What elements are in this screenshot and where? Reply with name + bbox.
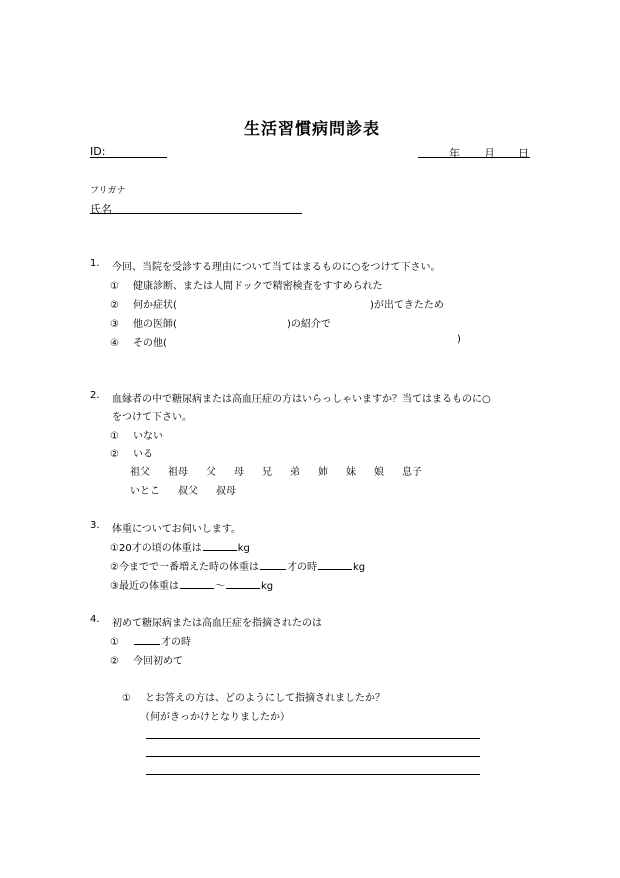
q3-line-2 bbox=[110, 558, 365, 573]
q4-option-1[interactable] bbox=[110, 633, 191, 648]
option-mark: ② bbox=[110, 656, 119, 667]
relative-option[interactable]: いとこ bbox=[130, 486, 160, 497]
year-label: 年 bbox=[449, 147, 460, 160]
answer-line-1[interactable] bbox=[146, 738, 480, 739]
id-label: ID: bbox=[90, 145, 106, 158]
range-tilde: ～ bbox=[214, 581, 225, 592]
option-text: いない bbox=[132, 431, 163, 442]
weight-20-field[interactable] bbox=[203, 540, 237, 551]
date-field[interactable] bbox=[418, 157, 530, 158]
q2-option-1[interactable] bbox=[110, 427, 163, 442]
q1-option-1[interactable] bbox=[110, 277, 383, 292]
followup-text: とお答えの方は、どのようにして指摘されましたか？ bbox=[144, 693, 385, 704]
relative-option[interactable]: 叔父 bbox=[178, 486, 198, 497]
q1-question: 今回、当院を受診する理由について当てはまるものに○をつけて下さい。 bbox=[112, 262, 441, 273]
relative-option[interactable]: 母 bbox=[234, 467, 244, 478]
q3-line-3 bbox=[110, 577, 273, 592]
option-mark: ② bbox=[110, 449, 119, 460]
relative-option[interactable]: 祖母 bbox=[168, 467, 188, 478]
option-mark: ③ bbox=[110, 319, 119, 330]
q3-line3-label: ③最近の体重は bbox=[110, 581, 179, 592]
option-text: いる bbox=[132, 449, 153, 460]
q4-question: 初めて糖尿病または高血圧症を指摘されたのは bbox=[112, 618, 322, 629]
relative-option[interactable]: 妹 bbox=[346, 467, 356, 478]
q1-option-4[interactable] bbox=[110, 334, 167, 349]
q1-option-4-end: ) bbox=[457, 334, 461, 345]
first-diagnosis-age-field[interactable] bbox=[134, 634, 160, 645]
answer-line-3[interactable] bbox=[146, 774, 480, 775]
option-mark: ① bbox=[110, 431, 119, 442]
option-text: 健康診断、または人間ドックで精密検査をすすめられた bbox=[132, 281, 383, 292]
q4-option-2[interactable] bbox=[110, 652, 183, 667]
unit-kg: kg bbox=[352, 562, 366, 573]
relative-option[interactable]: 弟 bbox=[290, 467, 300, 478]
q4-number: 4. bbox=[90, 614, 100, 625]
page-title: 生活習慣病問診表 bbox=[244, 119, 381, 138]
furigana-label: フリガナ bbox=[90, 186, 126, 196]
option-mark: ④ bbox=[110, 338, 119, 349]
name-field[interactable] bbox=[90, 213, 302, 214]
q1-option-3-end: )の紹介で bbox=[287, 319, 331, 330]
option-mark: ① bbox=[110, 637, 119, 648]
day-label: 日 bbox=[518, 147, 529, 160]
month-label: 月 bbox=[484, 147, 495, 160]
option-text-start: 何か症状( bbox=[132, 300, 177, 311]
answer-line-2[interactable] bbox=[146, 756, 480, 757]
q1-option-2[interactable] bbox=[110, 296, 177, 311]
q3-number: 3. bbox=[90, 520, 100, 531]
option-mark: ② bbox=[110, 300, 119, 311]
relative-option[interactable]: 息子 bbox=[402, 467, 422, 478]
option-mark: ① bbox=[110, 281, 119, 292]
q4-followup-sub: （何がきっかけとなりましたか） bbox=[140, 712, 290, 723]
relatives-row-2 bbox=[130, 482, 236, 497]
max-weight-age-field[interactable] bbox=[260, 559, 286, 570]
option-text-start: 他の医師( bbox=[132, 319, 177, 330]
option-text-start: その他( bbox=[132, 338, 167, 349]
q4-followup bbox=[122, 689, 385, 704]
unit-kg: kg bbox=[260, 581, 274, 592]
option-text: 才の時 bbox=[160, 637, 191, 648]
q2-option-2[interactable] bbox=[110, 445, 153, 460]
max-weight-field[interactable] bbox=[318, 559, 352, 570]
unit-kg: kg bbox=[237, 543, 250, 554]
q3-line2-label: ②今までで一番増えた時の体重は bbox=[110, 562, 259, 573]
q1-number: 1. bbox=[90, 258, 100, 269]
recent-weight-max-field[interactable] bbox=[226, 578, 260, 589]
q1-option-2-end: )が出てきたため bbox=[370, 300, 444, 311]
id-field[interactable] bbox=[90, 157, 167, 158]
q3-line1-label: ①20才の頃の体重は bbox=[110, 543, 202, 554]
relative-option[interactable]: 兄 bbox=[262, 467, 272, 478]
age-suffix: 才の時 bbox=[286, 562, 317, 573]
relatives-row-1 bbox=[130, 463, 422, 478]
q3-line-1 bbox=[110, 539, 250, 554]
relative-option[interactable]: 父 bbox=[206, 467, 216, 478]
relative-option[interactable]: 祖父 bbox=[130, 467, 150, 478]
relative-option[interactable]: 姉 bbox=[318, 467, 328, 478]
q1-option-3[interactable] bbox=[110, 315, 177, 330]
followup-mark: ① bbox=[122, 693, 131, 704]
q2-number: 2. bbox=[90, 390, 100, 401]
name-label: 氏名 bbox=[90, 203, 112, 216]
q3-question: 体重についてお伺いします。 bbox=[112, 524, 241, 535]
q2-question-line2: をつけて下さい。 bbox=[112, 412, 192, 423]
option-text: 今回初めて bbox=[132, 656, 183, 667]
recent-weight-min-field[interactable] bbox=[180, 578, 214, 589]
relative-option[interactable]: 叔母 bbox=[216, 486, 236, 497]
q2-question-line1: 血縁者の中で糖尿病または高血圧症の方はいらっしゃいますか？当てはまるものに○ bbox=[112, 394, 491, 405]
relative-option[interactable]: 娘 bbox=[374, 467, 384, 478]
